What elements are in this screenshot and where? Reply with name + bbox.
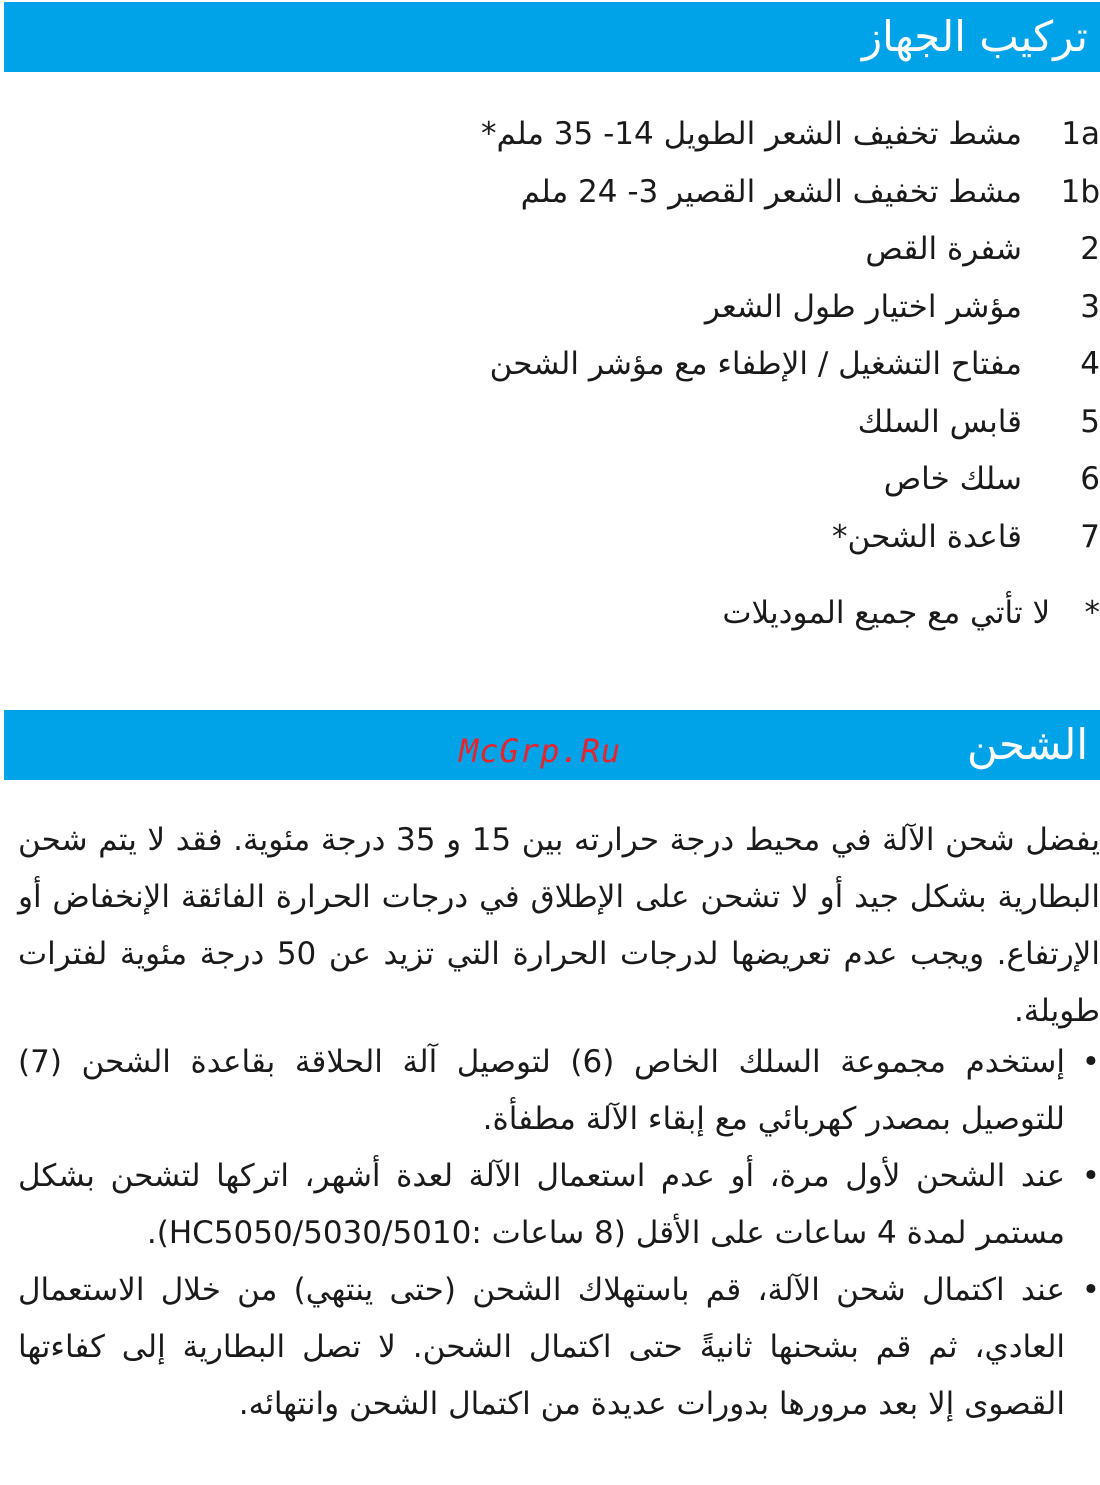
- list-item: [18, 1262, 1100, 1433]
- list-item: [20, 336, 1100, 394]
- item-text: قابس السلك: [857, 403, 1022, 440]
- parts-list: [20, 106, 1100, 566]
- section-header-charging: [4, 710, 1100, 780]
- list-item: [20, 106, 1100, 164]
- item-text: سلك خاص: [883, 461, 1022, 497]
- list-item: [20, 394, 1100, 452]
- list-item: [20, 451, 1100, 509]
- list-item: [20, 279, 1100, 337]
- bullet-icon: •: [1081, 1158, 1100, 1194]
- list-item: [18, 1034, 1100, 1148]
- footnote-text: لا تأتي مع جميع الموديلات: [722, 595, 1051, 631]
- bullet-text: إستخدم مجموعة السلك الخاص (6) لتوصيل آلة الحلاقة بقاعدة الشحن (7) للتوصيل بمصدر كهربائي مع إبقاء الآلة مطفأة.: [18, 1044, 1065, 1137]
- bullet-icon: •: [1081, 1272, 1100, 1308]
- list-item: [20, 164, 1100, 222]
- bullet-icon: •: [1081, 1044, 1100, 1080]
- watermark-logo: McGrp.Ru: [459, 732, 622, 770]
- item-text: مشط تخفيف الشعر القصير 3- 24 ملم: [520, 173, 1022, 210]
- bullet-text: عند الشحن لأول مرة، أو عدم استعمال الآلة لعدة أشهر، اتركها لتشحن بشكل مستمر لمدة 4 ساعات على الأقل (8 ساعات :HC5050/5030/5010).: [18, 1158, 1065, 1251]
- charging-bullets: [18, 1034, 1100, 1433]
- section-title-charging: الشحن: [966, 720, 1088, 769]
- footnote-mark: *: [1084, 595, 1100, 631]
- item-text: مشط تخفيف الشعر الطويل 14- 35 ملم*: [480, 116, 1022, 152]
- item-number: 1a: [1061, 116, 1100, 152]
- item-text: مفتاح التشغيل / الإطفاء مع مؤشر الشحن: [489, 346, 1022, 382]
- section-title-assembly: تركيب الجهاز: [861, 12, 1088, 61]
- item-text: شفرة القص: [865, 231, 1022, 267]
- list-item: [20, 509, 1100, 567]
- item-number: 5: [1080, 403, 1100, 440]
- item-number: 1b: [1060, 173, 1100, 210]
- item-number: 4: [1080, 346, 1100, 382]
- list-item: [18, 1148, 1100, 1262]
- item-number: 7: [1080, 518, 1100, 555]
- item-number: 2: [1080, 231, 1100, 267]
- footnote: [20, 588, 1100, 638]
- item-text: مؤشر اختيار طول الشعر: [704, 288, 1022, 325]
- item-number: 3: [1080, 288, 1100, 325]
- list-item: [20, 221, 1100, 279]
- section-header-assembly: [4, 2, 1100, 72]
- charging-paragraph: يفضل شحن الآلة في محيط درجة حرارته بين 15 و 35 درجة مئوية. فقد لا يتم شحن البطارية بشكل جيد أو لا تشحن على الإطلاق في درجات الحرارة الفائقة الإنخفاض أو الإرتفاع. ويجب عدم تعريضها لدرجات الحرارة التي تزيد عن 50 درجة مئوية لفترات طويلة.: [18, 822, 1100, 1029]
- item-number: 6: [1080, 461, 1100, 497]
- item-text: قاعدة الشحن*: [832, 518, 1022, 555]
- bullet-text: عند اكتمال شحن الآلة، قم باستهلاك الشحن (حتى ينتهي) من خلال الاستعمال العادي، ثم قم بشحنها ثانيةً حتى اكتمال الشحن. لا تصل البطارية إلى كفاءتها القصوى إلا بعد مرورها بدورات عديدة من اكتمال الشحن وانتهائه.: [18, 1272, 1065, 1422]
